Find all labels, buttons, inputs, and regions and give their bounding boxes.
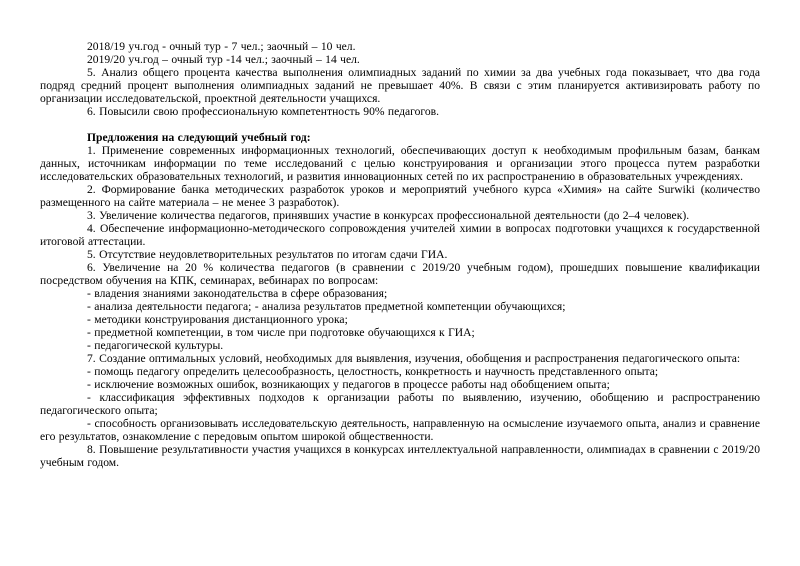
- proposal-item: 5. Отсутствие неудовлетворительных результатов по итогам сдачи ГИА.: [87, 248, 448, 261]
- proposal-sub-item: - способность организовывать исследовательскую деятельность, направленную на осмысление изучаемого опыта, анализ и сравнение его результатов, ознакомление с передовым опытом широкой общественности.: [40, 417, 760, 443]
- stats-line: 2019/20 уч.год – очный тур -14 чел.; заочный – 14 чел.: [87, 53, 360, 66]
- summary-paragraph: 6. Повысили свою профессиональную компетентность 90% педагогов.: [87, 105, 440, 118]
- proposals-heading: Предложения на следующий учебный год:: [87, 131, 311, 144]
- proposal-item: 3. Увеличение количества педагогов, принявших участие в конкурсах профессиональной деятельности (до 2–4 человек).: [87, 209, 690, 222]
- summary-paragraph: 5. Анализ общего процента качества выполнения олимпиадных заданий по химии за два учебных года показывает, что два года подряд средний процент выполнения олимпиадных заданий не превышает 40%. В связи с этим планируется активизировать работу по организации исследовательской, проектной деятельности учащихся.: [40, 66, 760, 105]
- proposal-sub-item: - анализа деятельности педагога; - анализа результатов предметной компетенции обучающихся;: [87, 300, 566, 313]
- proposal-item: 1. Применение современных информационных технологий, обеспечивающих доступ к необходимым профильным базам, банкам данных, источникам информации по теме исследований с целью конструирования и организации этого процесса путем разработки исследовательских образовательных технологий, и развития инновационных сетей по их распространению в образовательных учреждениях.: [40, 144, 760, 183]
- proposal-item: 7. Создание оптимальных условий, необходимых для выявления, изучения, обобщения и распространения педагогического опыта:: [87, 352, 741, 365]
- proposal-item: 8. Повышение результативности участия учащихся в конкурсах интеллектуальной направленности, олимпиадах в сравнении с 2019/20 учебным годом.: [40, 443, 760, 469]
- proposal-item: 2. Формирование банка методических разработок уроков и мероприятий учебного курса «Химия» на сайте Surwiki (количество размещенного на сайте материала – не менее 3 разработок).: [40, 183, 760, 209]
- proposal-sub-item: - помощь педагогу определить целесообразность, целостность, конкретность и научность представленного опыта;: [87, 365, 659, 378]
- stats-line: 2018/19 уч.год - очный тур - 7 чел.; заочный – 10 чел.: [87, 40, 356, 53]
- proposal-sub-item: - методики конструирования дистанционного урока;: [87, 313, 348, 326]
- proposal-sub-item: - предметной компетенции, в том числе при подготовке обучающихся к ГИА;: [87, 326, 475, 339]
- proposal-item: 4. Обеспечение информационно-методического сопровождения учителей химии в вопросах подготовки учащихся к государственной итоговой аттестации.: [40, 222, 760, 248]
- proposal-sub-item: - педагогической культуры.: [87, 339, 224, 352]
- proposal-sub-item: - классификация эффективных подходов к организации работы по выявлению, изучению, обобщению и распространению педагогического опыта;: [40, 391, 760, 417]
- proposal-item: 6. Увеличение на 20 % количества педагогов (в сравнении с 2019/20 учебным годом), прошедших повышение квалификации посредством обучения на КПК, семинарах, вебинарах по вопросам:: [40, 261, 760, 287]
- proposal-sub-item: - исключение возможных ошибок, возникающих у педагогов в процессе работы над обобщением опыта;: [87, 378, 610, 391]
- proposal-sub-item: - владения знаниями законодательства в сфере образования;: [87, 287, 388, 300]
